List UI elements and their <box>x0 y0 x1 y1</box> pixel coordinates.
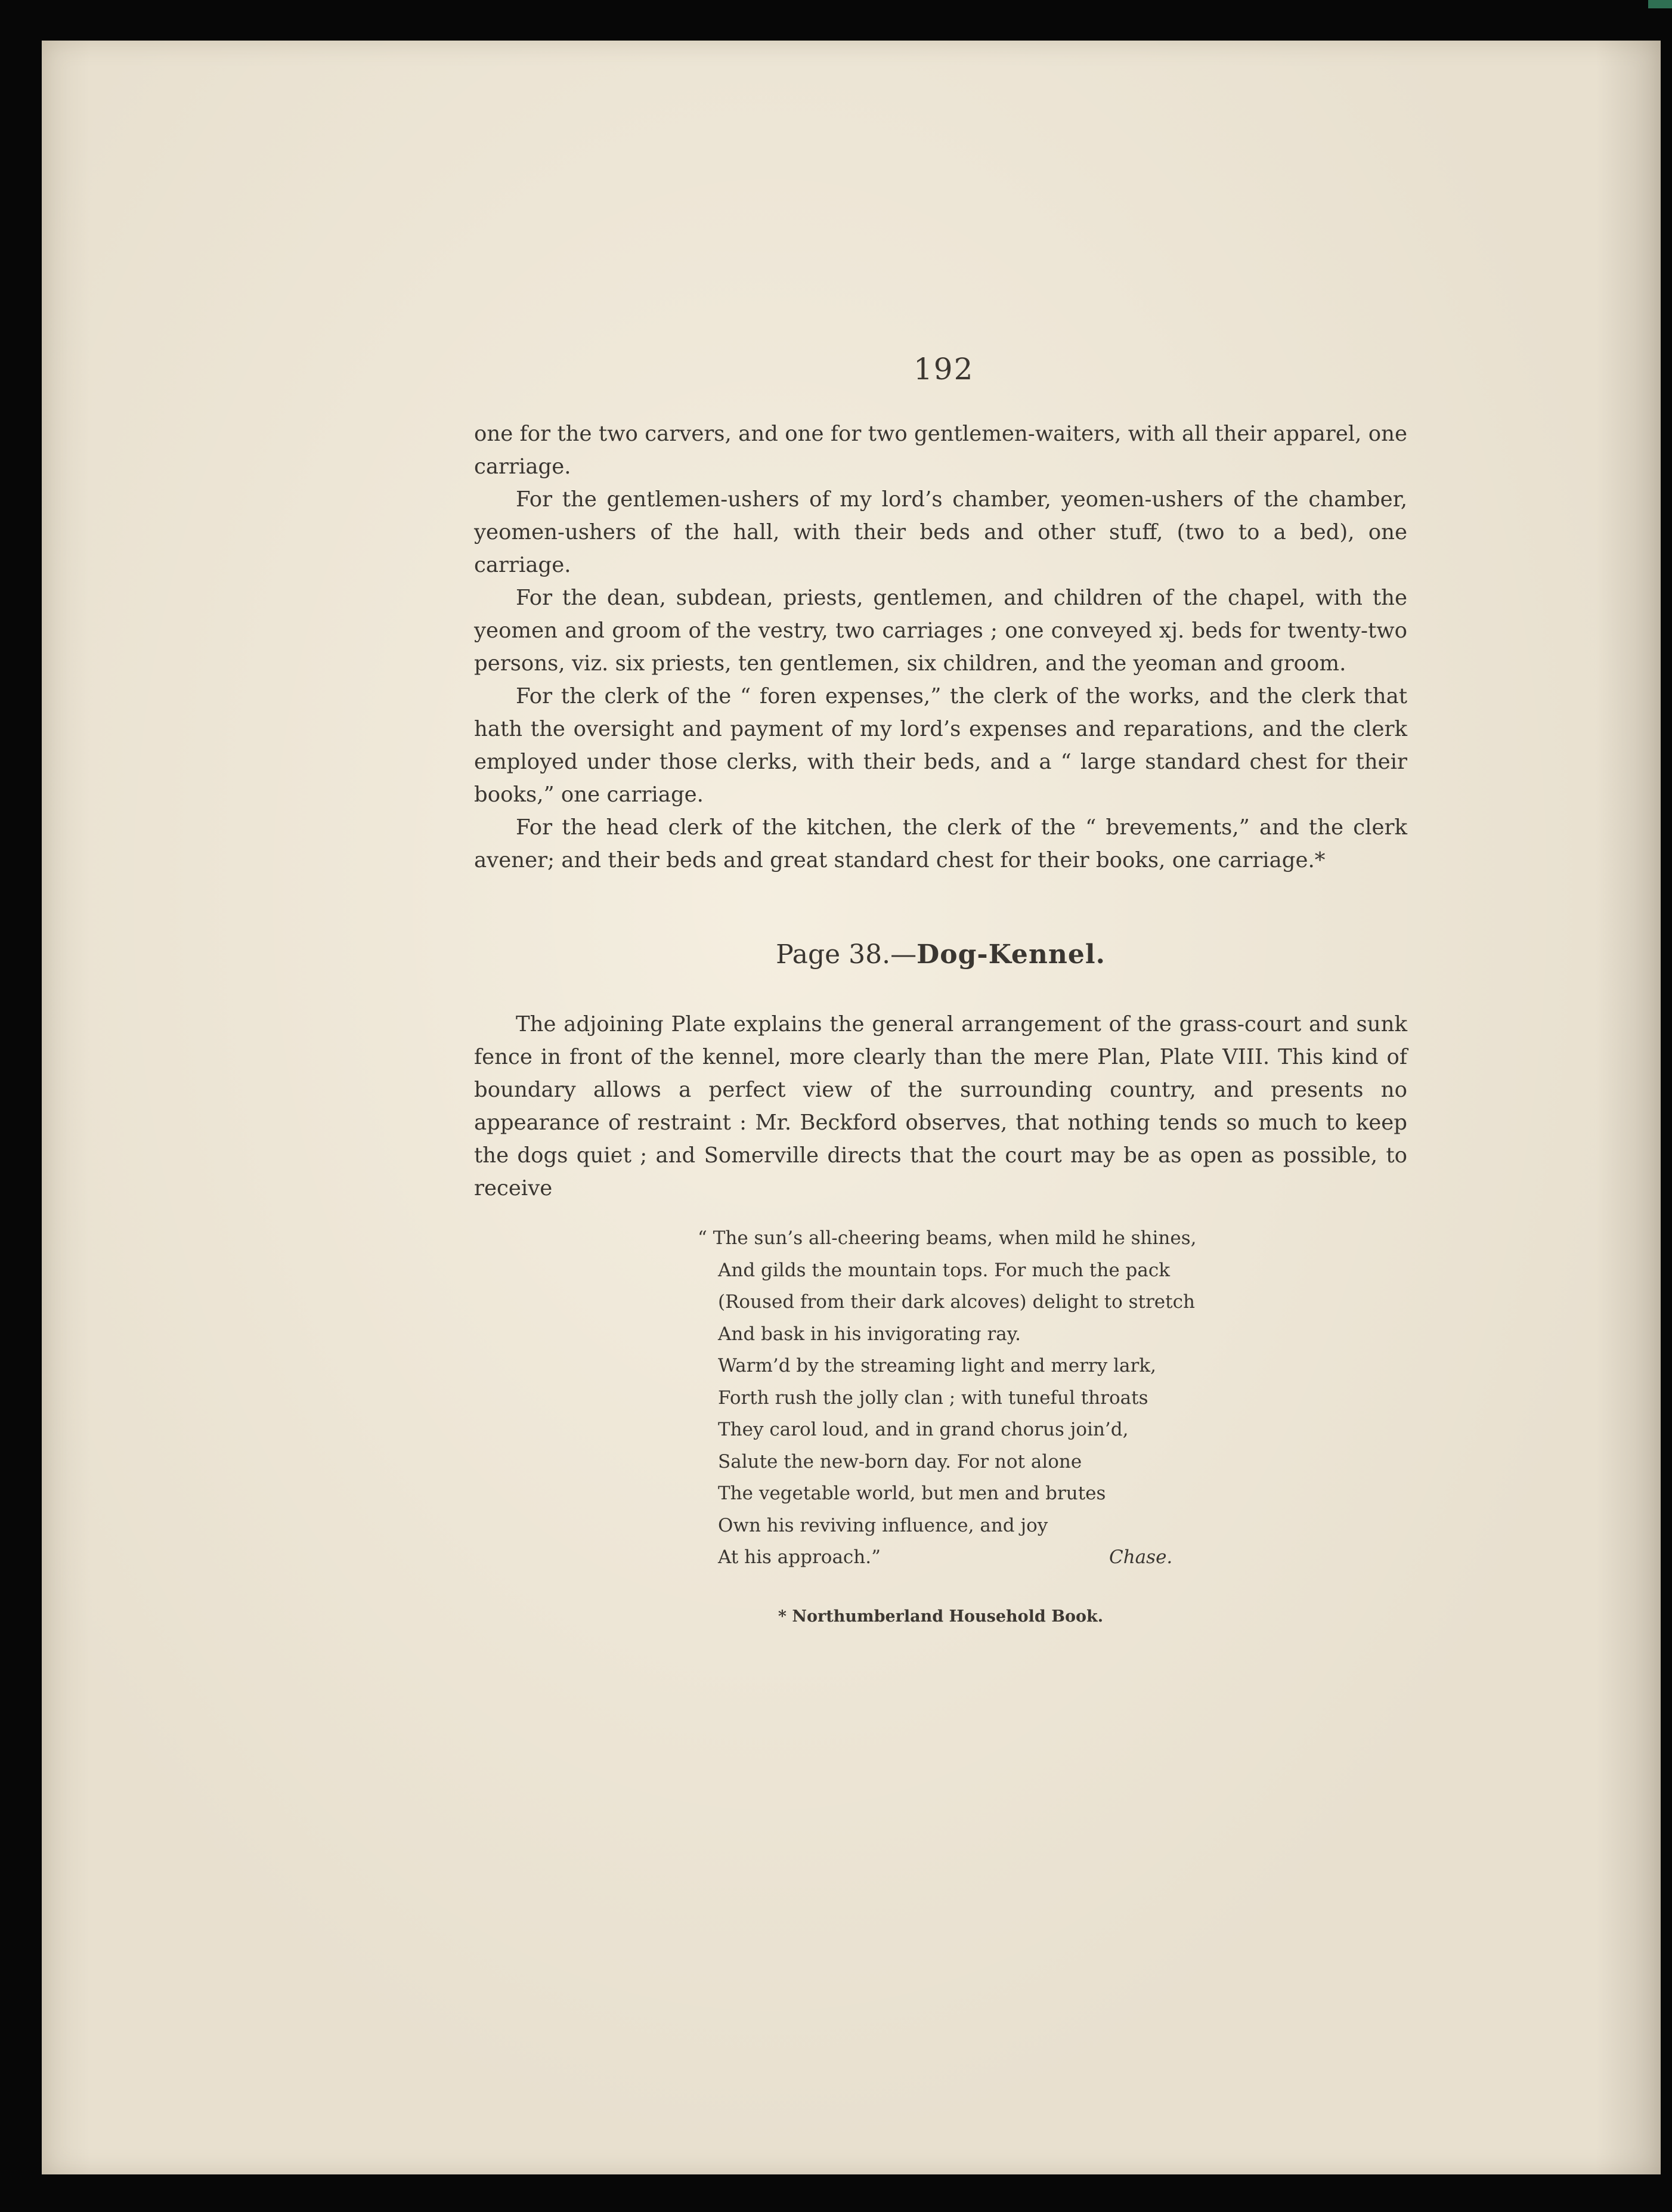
poem-line: Salute the new-born day. For not alone <box>718 1450 1082 1472</box>
poem-line: The vegetable world, but men and brutes <box>718 1483 1106 1504</box>
paragraph-kitchen-clerk: For the head clerk of the kitchen, the clerk of the “ brevements,” and the clerk avener; and their beds and great standard chest for their books, one carriage.* <box>474 815 1407 873</box>
poem-line: And gilds the mountain tops. For much the pack <box>718 1259 1170 1281</box>
poem-line: (Roused from their dark alcoves) delight to stretch <box>718 1291 1195 1313</box>
section-title: Dog-Kennel. <box>916 939 1106 970</box>
poem-quotation <box>698 1223 1234 1574</box>
paragraph-gentlemen-ushers: For the gentlemen-ushers of my lord’s chamber, yeomen-ushers of the chamber, yeomen-ushers of the hall, with their beds and other stuff, (two to a bed), one carriage. <box>474 487 1407 577</box>
poem-last-line <box>698 1542 1234 1574</box>
kennel-description <box>474 1008 1407 1205</box>
poem-line: “ The sun’s all-cheering beams, when mild he shines, <box>698 1227 1197 1249</box>
paragraph-clerks: For the clerk of the “ foren expenses,” the clerk of the works, and the clerk that hath the oversight and payment of my lord’s expenses and reparations, and the clerk employed under those clerks, with their beds, and a “ large standard chest for their books,” one carriage. <box>474 684 1407 807</box>
section-dash: — <box>890 939 917 970</box>
page-number: 192 <box>914 352 974 386</box>
poem-line: Warm’d by the streaming light and merry lark, <box>718 1355 1156 1376</box>
paragraph-continuation: one for the two carvers, and one for two gentlemen-waiters, with all their apparel, one carriage. <box>474 422 1407 479</box>
poem-source: Chase. <box>1109 1546 1173 1568</box>
poem-line-text: At his approach.” <box>718 1546 881 1568</box>
carriage-list-text <box>474 417 1407 877</box>
poem-line: Own his reviving influence, and joy <box>718 1514 1048 1536</box>
paragraph-kennel: The adjoining Plate explains the general arrangement of the grass-court and sunk fence in front of the kennel, more clearly than the mere Plan, Plate VIII. This kind of boundary allows a perfect view of the surrounding country, and presents no appearance of restraint : Mr. Beckford observes, that nothing tends so much to keep the dogs quiet ; and Somerville directs that the court may be as open as possible, to receive <box>474 1012 1407 1201</box>
footnote: * Northumberland Household Book. <box>778 1607 1104 1626</box>
section-heading <box>474 939 1407 970</box>
poem-line: Forth rush the jolly clan ; with tuneful throats <box>718 1387 1148 1409</box>
paragraph-chapel: For the dean, subdean, priests, gentlemen, and children of the chapel, with the yeomen and groom of the vestry, two carriages ; one conveyed xj. beds for twenty-two persons, viz. six priests, ten gentlemen, six children, and the yeoman and groom. <box>474 586 1407 676</box>
corner-color-mark <box>1648 0 1672 8</box>
section-page-ref: Page 38. <box>776 939 891 970</box>
poem-line: They carol loud, and in grand chorus join’d, <box>718 1419 1129 1440</box>
poem-line: And bask in his invigorating ray. <box>718 1323 1021 1345</box>
